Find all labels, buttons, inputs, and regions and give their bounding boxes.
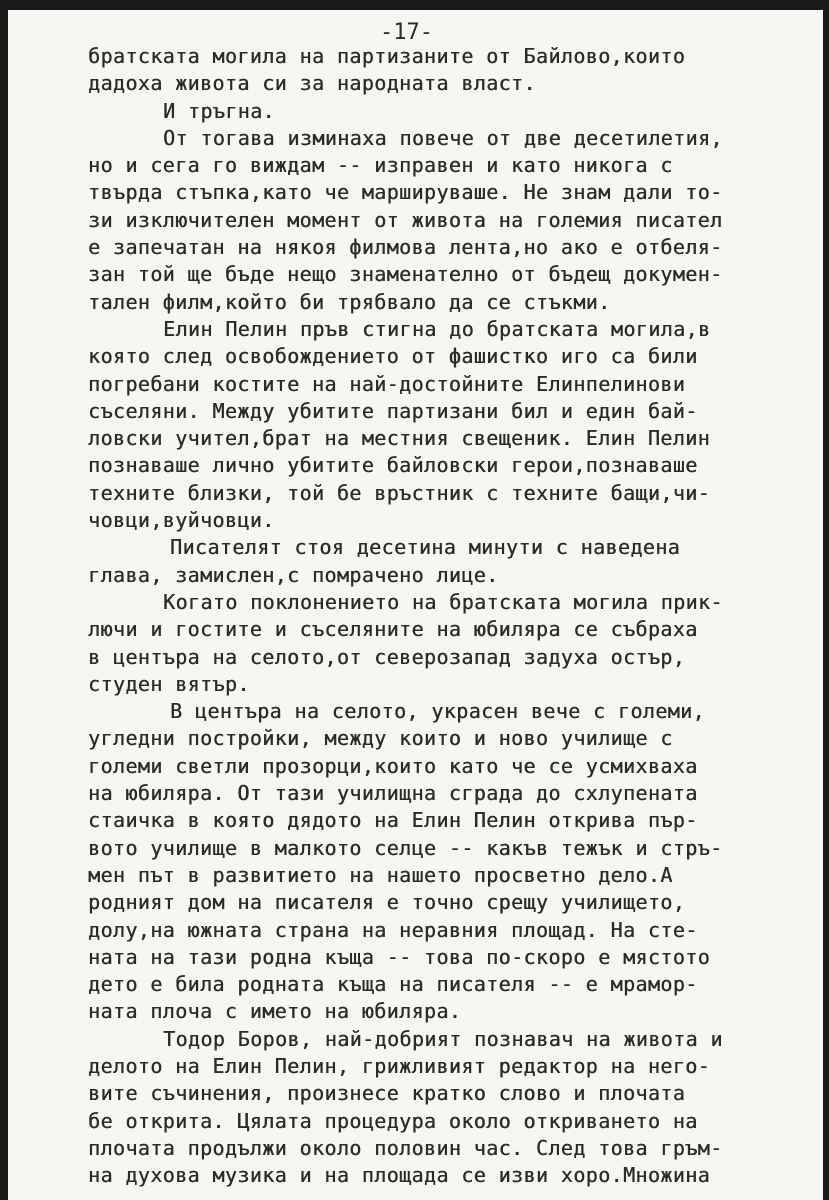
text-line: е запечатан на някоя филмова лента,но ако е отбеля- <box>88 235 723 260</box>
text-line: В центъра на селото, украсен вече с големи, <box>170 699 705 724</box>
text-line: стаичка в която дядото на Елин Пелин открива пър- <box>88 808 698 833</box>
text-line: делото на Елин Пелин, грижливият редактор на него- <box>88 1053 711 1078</box>
text-line: ната на тази родна къща -- това по-скоро е мястото <box>88 944 711 969</box>
text-line: зи изключителен момент от живота на големия писател <box>88 207 723 232</box>
text-line: вото училище в малкото селце -- какъв тежък и стръ- <box>88 835 723 860</box>
text-line: ната плоча с името на юбиляра. <box>88 999 462 1024</box>
text-line: дадоха живота си за народната власт. <box>88 71 536 96</box>
text-line: Когато поклонението на братската могила прик- <box>163 589 723 614</box>
text-line: От тогава изминаха повече от две десетилетия, <box>163 125 723 150</box>
text-line: вите съчинения, произнесе кратко слово и плочата <box>88 1081 686 1106</box>
text-line: човци,вуйчовци. <box>88 508 275 533</box>
text-line: мен път в развитието на нашето просветно дело.А <box>88 862 673 887</box>
text-line: братската могила на партизаните от Байлово,които <box>88 44 686 68</box>
text-line: плочата продължи около половин час. След това гръм- <box>88 1135 723 1160</box>
text-line: угледни постройки, между които и ново училище с <box>88 726 673 751</box>
text-line: дето е била родната къща на писателя -- е мрамор- <box>88 972 698 997</box>
text-line: И тръгна. <box>163 98 275 123</box>
text-line: тален филм,който би трябвало да се стъкми. <box>88 289 611 314</box>
text-line: на духова музика и на площада се изви хоро.Множина <box>88 1163 711 1188</box>
text-line: лючи и гостите и съселяните на юбиляра се събраха <box>88 617 698 642</box>
text-line: но и сега го виждам -- изправен и като никога с <box>88 153 673 178</box>
text-line: техните близки, той бе връстник с техните бащи,чи- <box>88 480 711 505</box>
text-line: зан той ще бъде нещо знаменателно от бъдещ докумен- <box>88 262 723 287</box>
text-line: родният дом на писателя е точно срещу училището, <box>88 890 686 915</box>
text-line: твърда стъпка,като че маршируваше. Не знам дали то- <box>88 180 723 205</box>
page-number: -17- <box>380 20 433 45</box>
text-line: Писателят стоя десетина минути с наведена <box>170 535 681 560</box>
text-line: познаваше лично убитите байловски герои,познаваше <box>88 453 698 478</box>
text-line: Елин Пелин пръв стигна до братската могила,в <box>163 316 711 341</box>
text-line: погребани костите на най-достойните Елинпелинови <box>88 371 686 396</box>
text-line: ловски учител,брат на местния свещеник. Елин Пелин <box>88 426 711 451</box>
body-text <box>0 43 829 1189</box>
scan-border-top <box>0 0 829 10</box>
text-line: студен вятър. <box>88 671 250 696</box>
text-line: която след освобождението от фашистко иго са били <box>88 344 698 369</box>
text-line: големи светли прозорци,които като че се усмихваха <box>88 753 698 778</box>
text-line: на юбиляра. От тази училищна сграда до схлупената <box>88 781 698 806</box>
text-line: Тодор Боров, най-добрият познавач на живота и <box>163 1026 723 1051</box>
text-line: бе открита. Цялата процедура около откриването на <box>88 1108 698 1133</box>
text-line: съселяни. Между убитите партизани бил и един бай- <box>88 398 698 423</box>
text-line: в центъра на селото,от северозапад задуха остър, <box>88 644 686 669</box>
text-line: глава, замислен,с помрачено лице. <box>88 562 499 587</box>
text-line: долу,на южната страна на неравния площад. На сте- <box>88 917 698 942</box>
